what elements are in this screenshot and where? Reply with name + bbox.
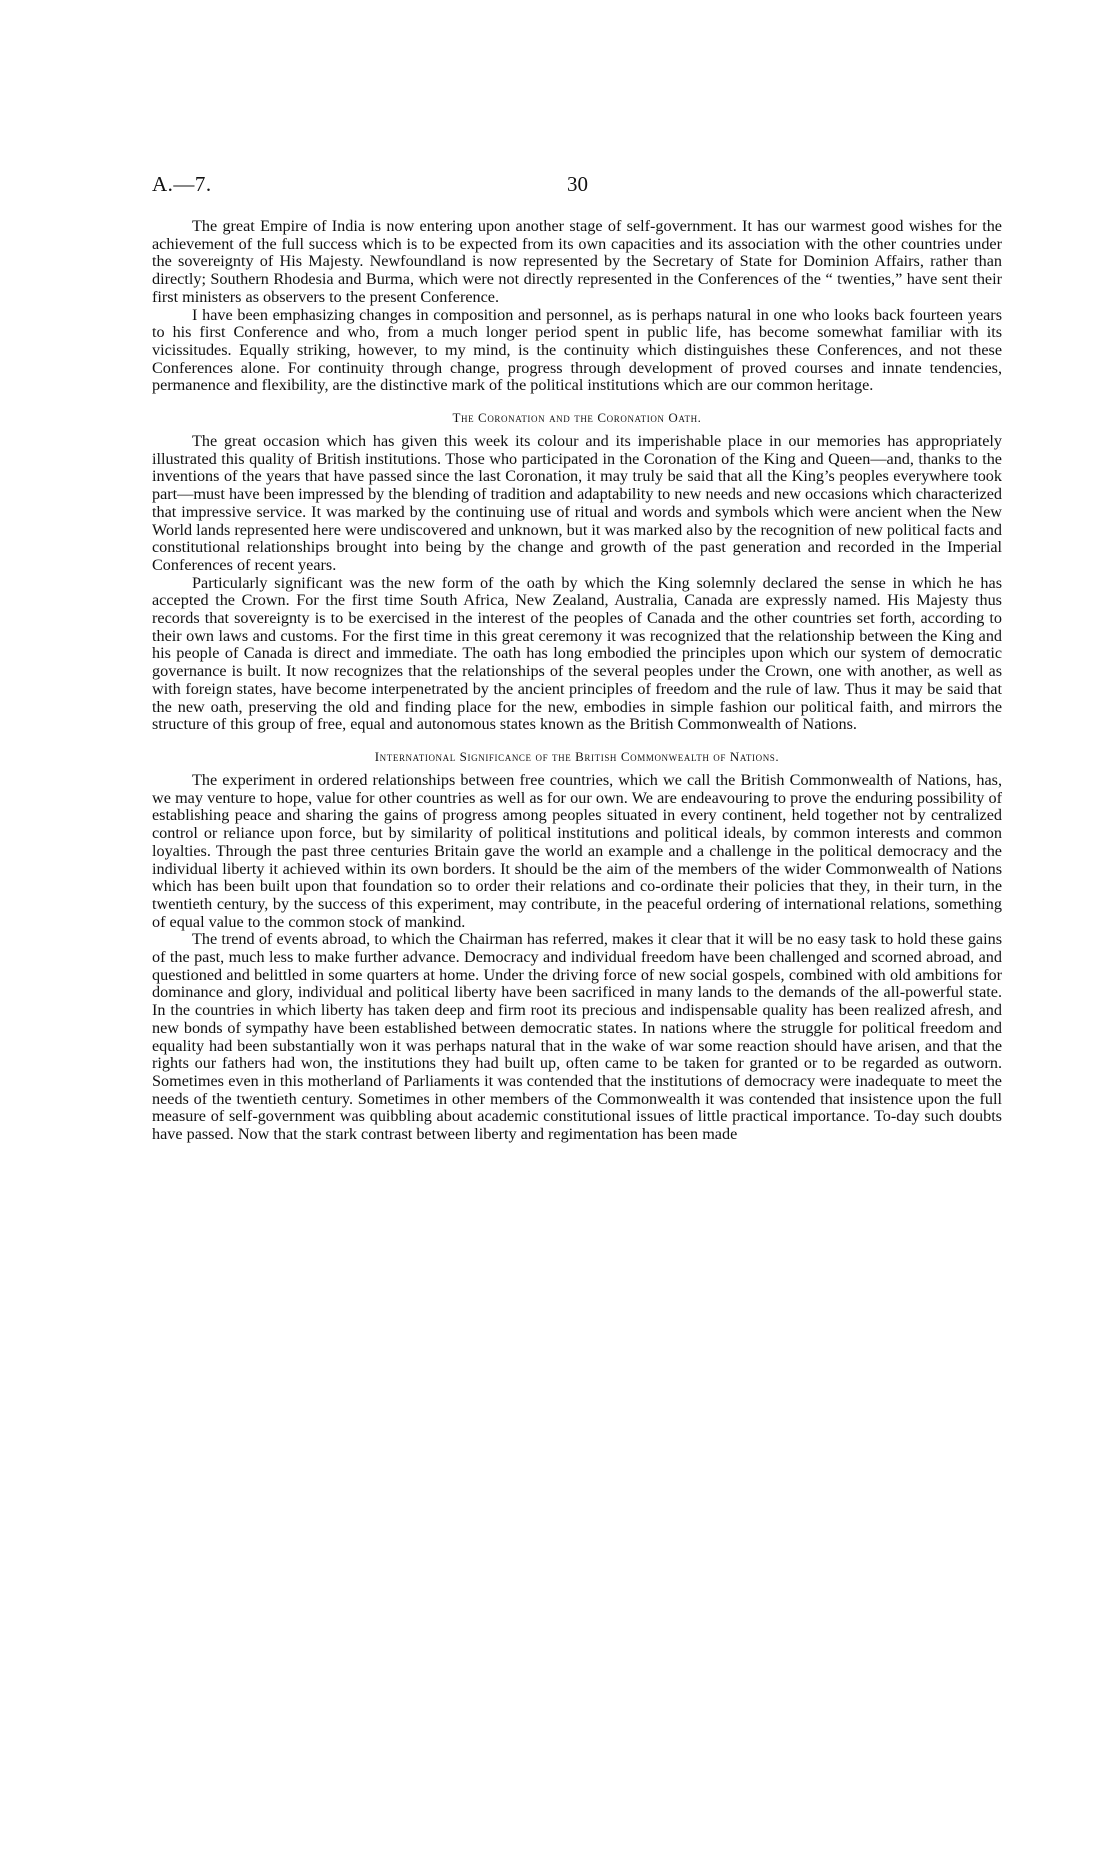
page-number: 30 xyxy=(567,172,588,196)
paragraph-trend-of-events: The trend of events abroad, to which the Chairman has referred, makes it clear that it will be no easy task to hold these gains of the past, much less to make further advance. Democracy and individual freedom have been challenged and scorned abroad, and questioned and belittled in some quarters at home. Under the driving force of new social gospels, combined with old ambitions for dominance and glory, individual and political liberty have been sacrificed in many lands to the demands of the all-powerful state. In the countries in which liberty has taken deep and firm root its precious and indispensable quality has been realized afresh, and new bonds of sympathy have been established between democratic states. In nations where the struggle for political freedom and equality had been substantially won it was perhaps natural that in the wake of war some reaction should have arisen, and that the rights our fathers had won, the institutions they had built up, often came to be taken for granted or to be regarded as outworn. Sometimes even in this motherland of Parliaments it was contended that the institutions of democracy were inadequate to meet the needs of the twentieth century. Sometimes in other members of the Commonwealth it was contended that insistence upon the full measure of self-government was quibbling about academic constitutional issues of little practical importance. To-day such doubts have passed. Now that the stark contrast between liberty and regimentation has been made xyxy=(152,930,1002,1144)
paragraph-india: The great Empire of India is now entering upon another stage of self-government. It has our warmest good wishes for the achievement of the full success which is to be expected from its own capacities and its association with the other countries under the sovereignty of His Majesty. Newfoundland is now represented by the Secretary of State for Dominion Affairs, rather than directly; Southern Rhodesia and Burma, which were not directly represented in the Conferences of the “ twenties,” have sent their first ministers as observers to the present Conference. xyxy=(152,217,1002,306)
document-reference: A.—7. xyxy=(152,172,212,196)
paragraph-experiment: The experiment in ordered relationships between free countries, which we call the British Commonwealth of Nations, has, we may venture to hope, value for other countries as well as for our own. We are endeavouring to prove the enduring possibility of establishing peace and sharing the gains of progress among peoples situated in every continent, held together not by centralized control or reliance upon force, but by similarity of political institutions and political ideals, by common interests and common loyalties. Through the past three centuries Britain gave the world an example and a challenge in the political democracy and the individual liberty it achieved within its own borders. It should be the aim of the members of the wider Commonwealth of Nations which has been built upon that foundation so to order their relations and co-ordinate their policies that they, in their turn, in the twentieth century, by the success of this experiment, may contribute, in the peaceful ordering of international relations, something of equal value to the common stock of mankind. xyxy=(152,770,1002,931)
section-heading-international: International Significance of the British Commonwealth of Nations. xyxy=(374,748,780,764)
paragraph-continuity: I have been emphasizing changes in composition and personnel, as is perhaps natural in one who looks back fourteen years to his first Conference and who, from a much longer period spent in public life, has become somewhat familiar with its vicissitudes. Equally striking, however, to my mind, is the continuity which distinguishes these Conferences, and not these Conferences alone. For continuity through change, progress through development of proved courses and innate tendencies, permanence and flexibility, are the distinctive mark of the political institutions which are our common heritage. xyxy=(152,305,1002,395)
paragraph-coronation-oath: Particularly significant was the new form of the oath by which the King solemnly declared the sense in which he has accepted the Crown. For the first time South Africa, New Zealand, Australia, Canada are expressly named. His Majesty thus records that sovereignty is to be exercised in the interest of the peoples of Canada and the other countries set forth, according to their own laws and customs. For the first time in this great ceremony it was recognized that the relationship between the King and his people of Canada is direct and immediate. The oath has long embodied the principles upon which our system of democratic governance is built. It now recognizes that the relationships of the several peoples under the Crown, one with another, as well as with foreign states, have become interpenetrated by the ancient principles of freedom and the rule of law. Thus it may be said that the new oath, preserving the old and finding place for the new, embodies in simple fashion our political faith, and mirrors the structure of this group of free, equal and autonomous states known as the British Commonwealth of Nations. xyxy=(152,573,1002,734)
section-heading-coronation: The Coronation and the Coronation Oath. xyxy=(452,410,702,426)
paragraph-coronation-occasion: The great occasion which has given this week its colour and its imperishable place in our memories has appropriately illustrated this quality of British institutions. Those who participated in the Coronation of the King and Queen—and, thanks to the inventions of the years that have passed since the last Coronation, it may truly be said that all the King’s peoples everywhere took part—must have been impressed by the blending of tradition and adaptability to new needs and new occasions which characterized that impressive service. It was marked by the continuing use of ritual and words and symbols which were ancient when the New World lands represented here were undiscovered and unknown, but it was marked also by the recognition of new political facts and constitutional relationships brought into being by the change and growth of the past generation and recorded in the Imperial Conferences of recent years. xyxy=(152,432,1002,574)
page-body xyxy=(152,218,1002,1144)
